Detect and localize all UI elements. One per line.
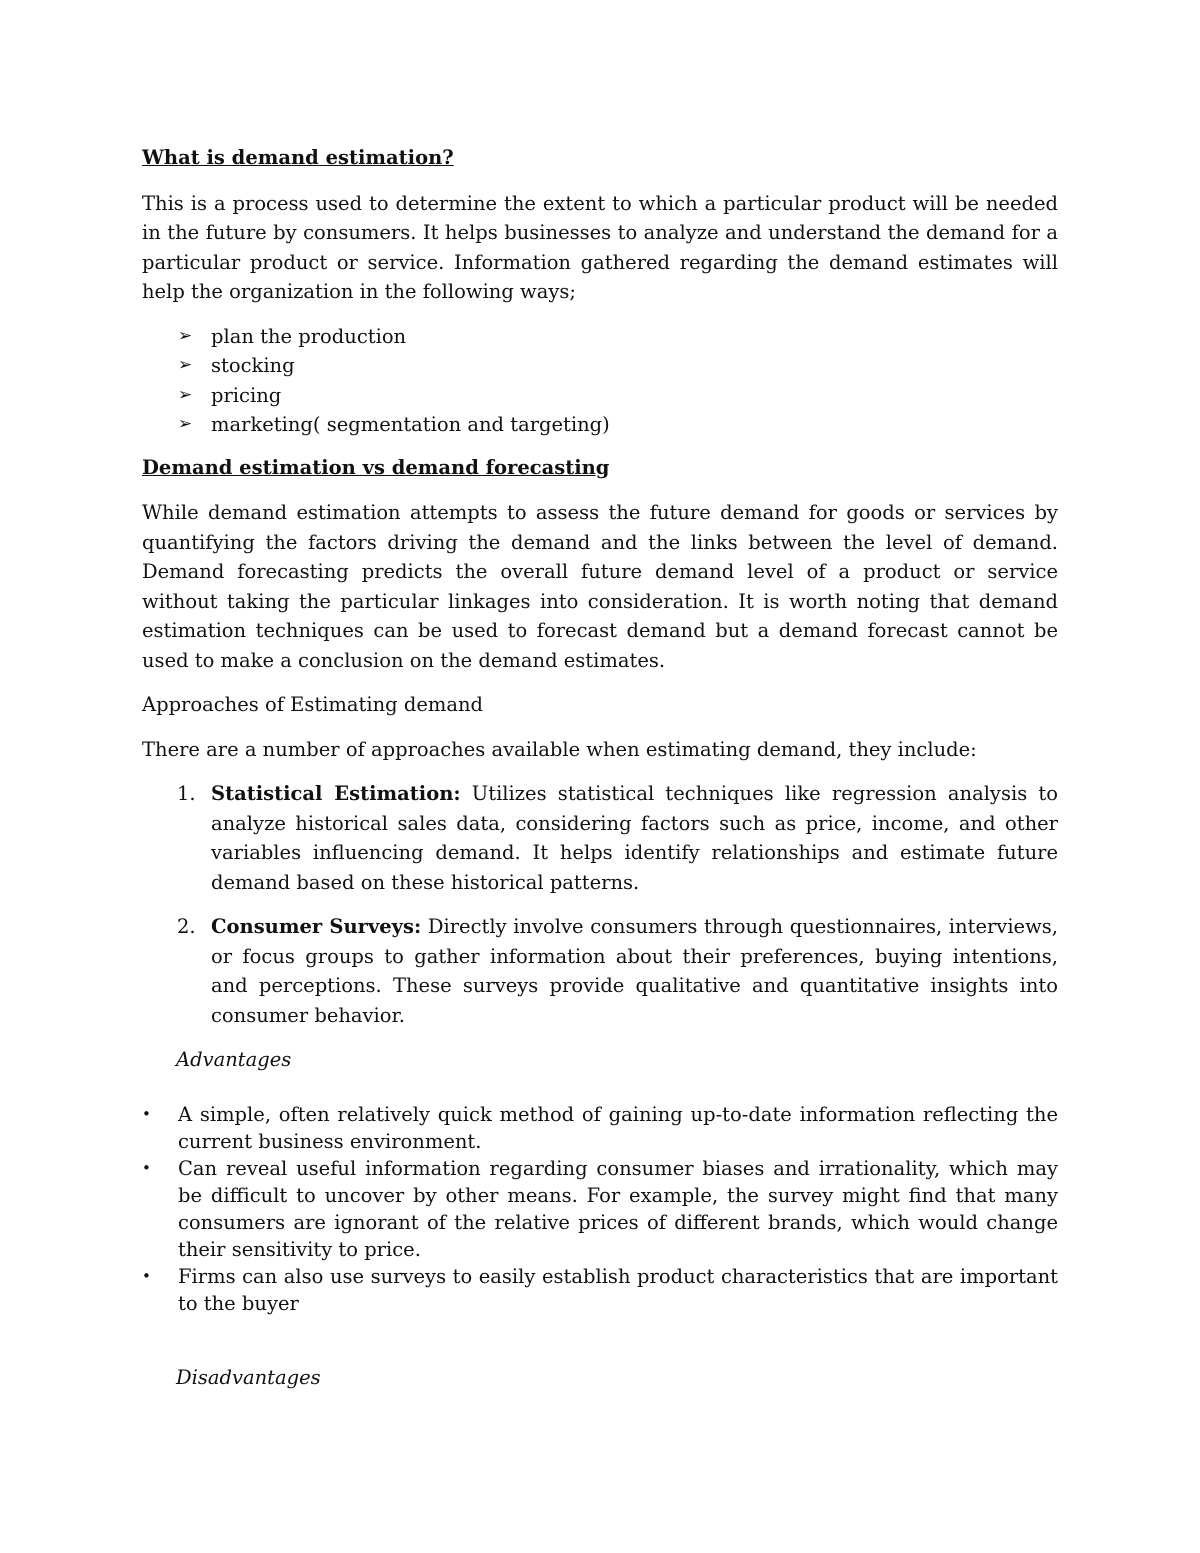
approach-term: Consumer Surveys:	[211, 915, 422, 938]
arrow-bullet-icon: ➢	[178, 384, 193, 405]
list-item: • Can reveal useful information regarding consumer biases and irrationality, which may be difficult to uncover by other means. For example, the survey might find that many consumers are ignorant of the relative prices of different brands, which would change their sensitivity to price.	[142, 1156, 1058, 1261]
item-number: 2.	[177, 915, 196, 938]
spacer	[142, 1330, 1058, 1360]
arrow-bullet-icon: ➢	[178, 355, 193, 375]
list-item: ➢ stocking	[142, 351, 1058, 381]
intro-paragraph: This is a process used to determine the extent to which a particular product will be needed in the future by consumers. It helps businesses to analyze and understand the demand for a particular product or service. Information gathered regarding the demand estimates will help the organization in the following ways;	[142, 191, 1058, 303]
approaches-intro: There are a number of approaches available when estimating demand, they include:	[142, 737, 977, 761]
list-item: ➢ pricing	[142, 381, 1058, 411]
bullet-icon: •	[142, 1266, 151, 1285]
bullet-icon: •	[142, 1158, 151, 1177]
approach-item	[142, 779, 1058, 897]
approaches-list	[142, 779, 1058, 1030]
list-item: ➢ plan the production	[142, 322, 1058, 352]
approaches-title: Approaches of Estimating demand	[142, 693, 484, 716]
item-number: 1.	[177, 782, 196, 805]
list-item: • A simple, often relatively quick method of gaining up-to-date information reflecting the current business environment.	[142, 1102, 1058, 1153]
uses-list	[142, 322, 1058, 440]
document-page	[142, 143, 1058, 1418]
advantages-list	[142, 1101, 1058, 1317]
list-item: ➢ marketing( segmentation and targeting)	[142, 410, 1058, 440]
disadvantages-heading: Disadvantages	[176, 1365, 321, 1389]
heading-estimation-vs-forecasting: Demand estimation vs demand forecasting	[142, 455, 610, 479]
bullet-icon: •	[142, 1104, 151, 1123]
approach-text: Utilizes statistical techniques like regression analysis to analyze historical sales data, considering factors such as price, income, and other variables influencing demand. It helps identify relationships and estimate future demand based on these historical patterns.	[211, 782, 1058, 894]
arrow-bullet-icon: ➢	[178, 325, 193, 346]
list-item: • Firms can also use surveys to easily establish product characteristics that are important to the buyer	[142, 1264, 1058, 1315]
approach-term: Statistical Estimation:	[211, 782, 461, 805]
approach-item	[142, 912, 1058, 1030]
advantages-heading: Advantages	[176, 1048, 292, 1071]
arrow-bullet-icon: ➢	[178, 414, 193, 434]
approach-text: Directly involve consumers through questionnaires, interviews, or focus groups to gather information about their preferences, buying intentions, and perceptions. These surveys provide qualitative and quantitative insights into consumer behavior.	[211, 915, 1058, 1027]
comparison-paragraph: While demand estimation attempts to assess the future demand for goods or services by quantifying the factors driving the demand and the links between the level of demand. Demand forecasting predicts the overall future demand level of a product or service without taking the particular linkages into consideration. It is worth noting that demand estimation techniques can be used to forecast demand but a demand forecast cannot be used to make a conclusion on the demand estimates.	[142, 501, 1058, 672]
heading-what-is-demand-estimation: What is demand estimation?	[142, 146, 454, 169]
